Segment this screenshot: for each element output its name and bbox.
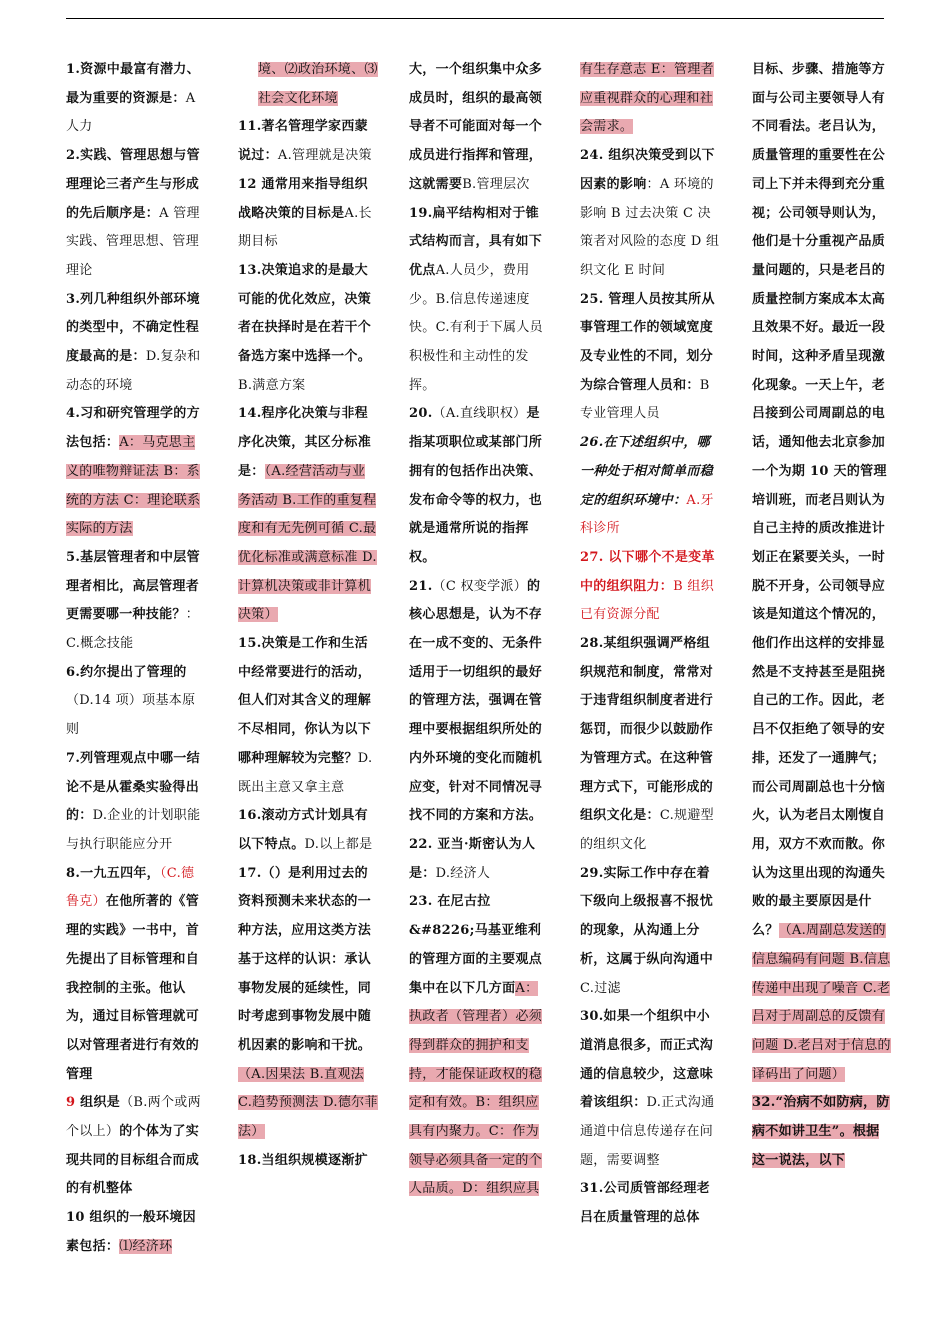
question-text: 2.实践、管理思想与管理理论三者产生与形成的先后顺序是： xyxy=(66,148,200,221)
question-item xyxy=(66,745,206,860)
question-text: D.正式沟通通道中信息传递存在问题，需要调整 xyxy=(580,1095,715,1168)
question-text: B 组织已有资源分配 xyxy=(580,578,714,623)
question-text: 25. 管理人员按其所从事管理工作的领域宽度及专业性的不同，划分为综合管理人员和： xyxy=(580,291,715,393)
question-text: 22. 亚当·斯密认为人是： xyxy=(409,836,536,881)
question-text: C.规避型的组织文化 xyxy=(580,808,714,852)
column-1 xyxy=(66,56,206,1284)
question-text: 5.基层管理者和中层管理者相比，高层管理者更需要哪一种技能？ xyxy=(66,549,200,623)
question-item xyxy=(66,56,206,142)
question-text: 组织是 xyxy=(75,1095,121,1111)
question-item xyxy=(752,1089,892,1175)
question-item xyxy=(66,544,206,659)
question-item xyxy=(238,113,378,170)
question-text: 14.程序化决策与非程序化决策，其区分标准是： xyxy=(238,406,372,479)
question-text: 13.决策追求的是最大可能的优化效应，决策者在抉择时是在若干个备选方案中选择一个。 xyxy=(238,262,372,365)
question-text: （A.周副总发送的信息编码有问题 B.信息传递中出现了噪音 C.老吕对于周副总的反馈有问题 D.老吕对于信息的译码出了问题） xyxy=(752,923,891,1082)
question-item xyxy=(580,544,720,630)
question-text: 9 xyxy=(66,1095,76,1111)
question-text: 24. 组织决策受到以下因素的影响 xyxy=(580,148,715,192)
question-item xyxy=(580,56,720,142)
question-item xyxy=(66,286,206,401)
question-text: A：马克思主义的唯物辩证法 B：系统的方法 C：理论联系实际的方法 xyxy=(66,435,201,537)
question-text: 23. 在尼古拉&#8226;马基亚维利的管理方面的主要观点集中在以下几方面 xyxy=(409,894,543,996)
question-text: A 管理实践、管理思想、管理理论 xyxy=(66,205,200,278)
question-text: A.牙科诊所 xyxy=(580,492,714,537)
question-item xyxy=(238,630,378,802)
column-3 xyxy=(409,56,549,1284)
question-text: 32.“治病不如防病，防病不如讲卫生”。根据这一说法，以下 xyxy=(752,1095,890,1168)
question-text: 17.（）是利用过去的资料预测未来状态的一种方法，应用这类方法基于这样的认识：承认事物发展的延续性，同时考虑到事物发展中随机因素的影响和干扰。 xyxy=(238,865,372,1053)
question-item xyxy=(409,888,549,1204)
question-text: D.以上都是 xyxy=(304,836,373,852)
question-text: 11.著名管理学家西蒙说过： xyxy=(238,119,368,164)
question-text: 8.一九五四年， xyxy=(66,865,160,881)
question-item xyxy=(409,573,549,831)
question-item xyxy=(580,286,720,430)
question-text: 21. xyxy=(409,578,433,594)
question-text: 20. xyxy=(409,406,433,422)
question-text: C.过滤 xyxy=(580,980,621,996)
question-text: 是指某项职位或某部门所拥有的包括作出决策、发布命令等的权力，也就是通常所说的指挥权。 xyxy=(409,406,543,565)
question-text: 30.如果一个组织中小道消息很多，而正式沟通的信息较少，这意味着该组织： xyxy=(580,1009,714,1111)
question-text: （A.直线职权） xyxy=(432,406,527,422)
question-item xyxy=(580,630,720,860)
question-text: 大，一个组织集中众多成员时，组织的最高领导者不可能面对每一个成员进行指挥和管理，这就需要 xyxy=(409,62,543,192)
question-item xyxy=(238,171,378,257)
question-text: 28.某组织强调严格组织规范和制度，常常对于违背组织制度者进行惩罚，而很少以鼓励作为管理方式。在这种管理方式下，可能形成的组织文化是： xyxy=(580,636,714,824)
question-text: 31.公司质管部经理老吕在质量管理的总体 xyxy=(580,1181,710,1226)
question-item xyxy=(580,142,720,286)
question-item xyxy=(580,429,720,544)
question-text: 16.滚动方式计划具有以下特点。 xyxy=(238,808,368,852)
question-item xyxy=(580,1003,720,1175)
question-text: D.经济人 xyxy=(435,865,491,881)
question-item xyxy=(238,56,378,113)
question-text: 目标、步骤、措施等方面与公司主要领导人有不同看法。老吕认为，质量管理的重要性在公司上下并未得到充分重视；公司领导则认为，他们是十分重视产品质量问题的，只是老吕的质量控制方案成本太高且效果不好。最近一段时间，这种矛盾呈现激化现象。一天上午，老吕接到公司周副总的电话，通知他去北京参加一个为期 10 天的管理培训班，而老吕则认为自己主持的质改推进计划正在紧要关头，一时脱不开身，公司领导应该是知道这个情况的，他们作出这样的安排显然是不支持甚至是阻挠自己的工作。因此，老吕不仅拒绝了领导的安排，还发了一通脾气；而公司周副总也十分恼火，认为老吕太刚愎自用，双方不欢而散。你认为这里出现的沟通失败的最主要原因是什么？ xyxy=(752,62,887,939)
question-text: B.管理层次 xyxy=(462,176,530,192)
question-item xyxy=(66,659,206,745)
question-item xyxy=(409,200,549,401)
question-item xyxy=(409,400,549,572)
question-item xyxy=(238,860,378,1147)
column-2 xyxy=(238,56,378,1284)
question-text: ：A 环境的影响 B 过去决策 C 决策者对风险的态度 D 组织文化 E 时间 xyxy=(580,176,720,278)
question-text: （C 权变学派） xyxy=(432,578,528,594)
question-item xyxy=(66,1089,206,1204)
question-text: D.复杂和动态的环境 xyxy=(66,349,201,393)
question-item xyxy=(66,860,206,1090)
question-item xyxy=(238,802,378,859)
question-text: A 人力 xyxy=(66,90,196,135)
question-text: 7.列管理观点中哪一结论不是从霍桑实验得出的： xyxy=(66,750,200,824)
question-text: A：执政者（管理者）必须得到群众的拥护和支持，才能保证政权的稳定和有效。B：组织应具有内聚力。C：作为领导必须具备一定的个人品质。D：组织应具 xyxy=(409,980,543,1197)
question-text: 3.列几种组织外部环境的类型中，不确定性程度最高的是： xyxy=(66,291,200,365)
question-item xyxy=(238,400,378,630)
column-4 xyxy=(580,56,720,1284)
question-text: A.人员少，费用少。B.信息传递速度快。C.有利于下属人员积极性和主动性的发挥。 xyxy=(409,262,543,393)
question-text: 的个体为了实现共同的目标组合而成的有机整体 xyxy=(66,1124,200,1197)
question-text: A.长期目标 xyxy=(238,205,372,250)
column-5 xyxy=(752,56,892,1284)
question-item xyxy=(66,142,206,286)
question-text: ⑴经济环 xyxy=(119,1238,173,1254)
question-text: （B.两个或两个以上） xyxy=(66,1095,201,1140)
question-text: （A.经营活动与业务活动 B.工作的重复程度和有无先例可循 C.最优化标准或满意标准 D.计算机决策或非计算机决策） xyxy=(238,463,377,623)
question-text: 18.当组织规模逐渐扩 xyxy=(238,1152,368,1168)
question-item xyxy=(66,400,206,544)
question-text: A.管理就是决策 xyxy=(277,148,372,164)
question-text: B 专业管理人员 xyxy=(580,377,710,422)
question-text: 1.资源中最富有潜力、最为重要的资源是： xyxy=(66,62,200,106)
question-text: 19.扁平结构相对于锥式结构而言，具有如下优点 xyxy=(409,205,543,278)
question-item xyxy=(409,56,549,200)
question-text: 6.约尔提出了管理的 xyxy=(66,664,187,680)
question-text: 12 通常用来指导组织战略决策的目标是 xyxy=(238,176,368,221)
question-item xyxy=(238,1147,378,1176)
question-text: 在他所著的《管理的实践》一书中，首先提出了目标管理和自我控制的主张。他认为，通过目标管理就可以对管理者进行有效的管理 xyxy=(66,894,200,1082)
question-text: D.企业的计划职能与执行职能应分开 xyxy=(66,808,201,852)
question-text: 境、⑵政治环境、⑶社会文化环境 xyxy=(258,62,378,106)
question-text: 10 组织的一般环境因素包括： xyxy=(66,1210,196,1254)
question-item xyxy=(580,860,720,1004)
question-item xyxy=(752,56,892,1089)
question-text: D.既出主意又拿主意 xyxy=(238,750,373,795)
question-text: 15.决策是工作和生活中经常要进行的活动，但人们对其含义的理解不尽相同，你认为以下哪种理解较为完整？ xyxy=(238,636,372,766)
question-text: 27. 以下哪个不是变革中的组织阻力： xyxy=(580,549,715,594)
question-text: B.满意方案 xyxy=(238,377,306,393)
question-text: 有生存意志 E：管理者应重视群众的心理和社会需求。 xyxy=(580,62,714,135)
question-item xyxy=(238,257,378,401)
question-text: 的核心思想是，认为不存在一成不变的、无条件适用于一切组织的最好的管理方法，强调在管理中要根据组织所处的内外环境的变化而随机应变，针对不同情况寻找不同的方案和方法。 xyxy=(409,578,543,824)
question-text: ：C.概念技能 xyxy=(66,607,200,652)
question-item xyxy=(66,1204,206,1261)
question-item xyxy=(580,1175,720,1232)
question-text: 26.在下述组织中，哪一种处于相对简单而稳定的组织环境中： xyxy=(580,435,714,508)
question-text: 4.习和研究管理学的方法包括： xyxy=(66,406,200,451)
question-text: 29.实际工作中存在着下级向上级报喜不报忧的现象，从沟通上分析，这属于纵向沟通中 xyxy=(580,865,714,967)
question-item xyxy=(409,831,549,888)
question-text: （C.德鲁克） xyxy=(66,865,195,910)
question-text: （D.14 项）项基本原则 xyxy=(66,693,196,738)
question-text: （A.因果法 B.直观法 C.趋势预测法 D.德尔菲法） xyxy=(238,1066,378,1140)
header-rule xyxy=(66,18,884,19)
